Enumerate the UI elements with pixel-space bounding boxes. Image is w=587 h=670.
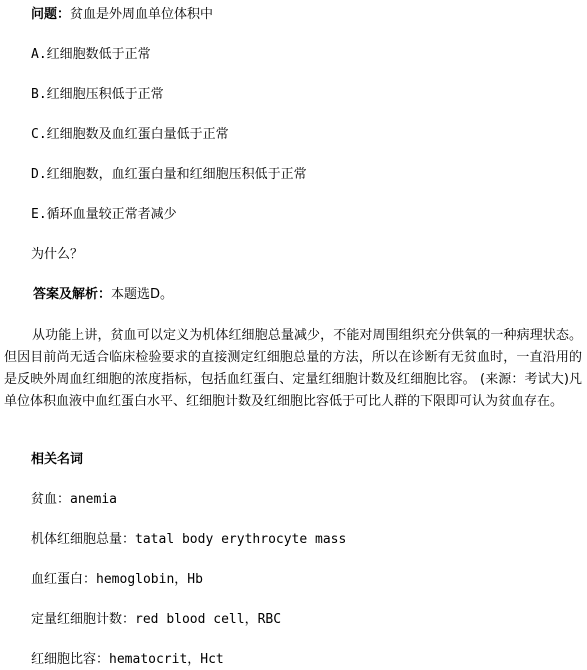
term-item: [31, 571, 203, 588]
term-english: red blood cell，RBC: [135, 612, 282, 627]
option-text: 红细胞数低于正常: [46, 47, 151, 62]
option-letter: C.: [31, 127, 47, 142]
answer-text: 本题选D。: [111, 287, 174, 302]
term-label: 定量红细胞计数：: [31, 612, 136, 627]
term-item: [31, 611, 281, 628]
option-text: 红细胞数及血红蛋白量低于正常: [46, 127, 229, 142]
term-english: hemoglobin，Hb: [96, 572, 203, 587]
term-english: tatal body erythrocyte mass: [135, 532, 347, 547]
option-e: [31, 206, 177, 223]
explanation-paragraph: 从功能上讲，贫血可以定义为机体红细胞总量减少，不能对周围组织充分供氧的一种病理状态。但因目前尚无适合临床检验要求的直接测定红细胞总量的方法，所以在诊断有无贫血时，一直沿用的是反映外周血红细胞的浓度指标，包括血红蛋白、定量红细胞计数及红细胞比容。 (来源：考试大)凡单位体积血液中血红蛋白水平、红细胞计数及红细胞比容低于可比人群的下限即可认为贫血存在。: [4, 328, 582, 409]
question-label: 问题：: [31, 7, 71, 22]
answer-line: [33, 286, 173, 303]
question-text: 贫血是外周血单位体积中: [70, 7, 214, 22]
term-item: [31, 651, 224, 668]
question-line: [31, 6, 213, 23]
term-item: [31, 491, 117, 508]
term-label: 机体红细胞总量：: [31, 532, 136, 547]
option-b: [31, 86, 164, 103]
related-terms-heading: 相关名词: [31, 452, 84, 467]
term-label: 红细胞比容：: [31, 652, 110, 667]
option-letter: B.: [31, 87, 47, 102]
option-letter: E.: [31, 207, 47, 222]
term-label: 贫血：: [31, 492, 71, 507]
option-a: [31, 46, 151, 63]
option-c: [31, 126, 229, 143]
term-item: [31, 531, 346, 548]
option-text: 循环血量较正常者减少: [46, 207, 177, 222]
option-text: 红细胞数，血红蛋白量和红细胞压积低于正常: [46, 167, 307, 182]
term-label: 血红蛋白：: [31, 572, 97, 587]
term-english: hematocrit，Hct: [109, 652, 224, 667]
why-line: 为什么？: [31, 247, 84, 262]
term-english: anemia: [70, 492, 117, 507]
option-d: [31, 166, 307, 183]
answer-label: 答案及解析：: [33, 287, 112, 302]
option-letter: D.: [31, 167, 47, 182]
option-letter: A.: [31, 47, 47, 62]
option-text: 红细胞压积低于正常: [46, 87, 164, 102]
